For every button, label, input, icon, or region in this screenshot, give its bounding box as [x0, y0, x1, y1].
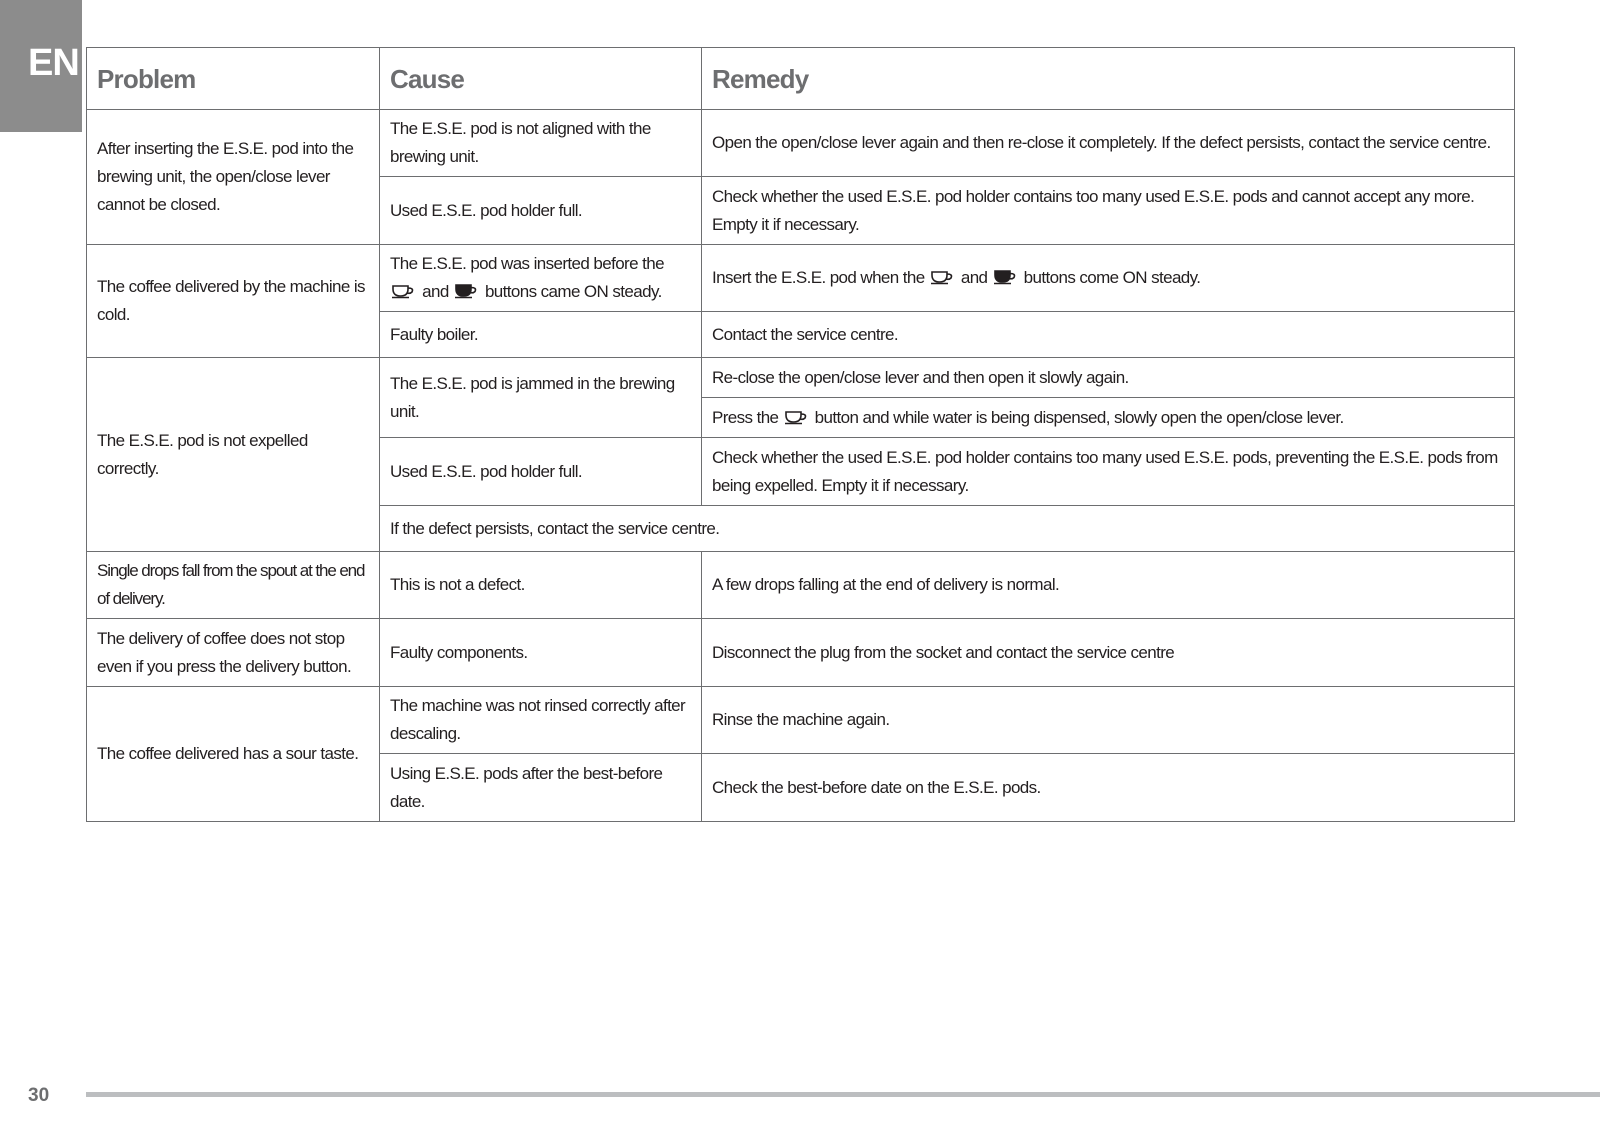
remedy-cell: If the defect persists, contact the service centre.	[380, 506, 1515, 552]
single-cup-icon	[391, 283, 417, 299]
remedy-text: and	[960, 268, 988, 287]
table-row	[87, 619, 1515, 687]
page-number: 30	[28, 1085, 50, 1106]
table-header-row	[87, 48, 1515, 110]
remedy-cell: Check whether the used E.S.E. pod holder contains too many used E.S.E. pods and cannot accept any more. Empty it if necessary.	[702, 177, 1515, 245]
cause-text: buttons came ON steady.	[484, 282, 662, 301]
cause-cell: This is not a defect.	[380, 552, 702, 619]
single-cup-icon	[784, 409, 810, 425]
cause-cell: The machine was not rinsed correctly after descaling.	[380, 687, 702, 754]
cause-cell: Faulty components.	[380, 619, 702, 687]
header-problem: Problem	[87, 48, 380, 110]
cause-cell: Used E.S.E. pod holder full.	[380, 177, 702, 245]
table-row	[87, 358, 1515, 398]
table-row	[87, 110, 1515, 177]
remedy-text: buttons come ON steady.	[1023, 268, 1201, 287]
remedy-text: Insert the E.S.E. pod when the	[712, 268, 925, 287]
remedy-cell: Check whether the used E.S.E. pod holder contains too many used E.S.E. pods, preventing the E.S.E. pods from being expelled. Empty it if necessary.	[702, 438, 1515, 506]
cause-cell: Faulty boiler.	[380, 312, 702, 358]
problem-cell: Single drops fall from the spout at the end of delivery.	[87, 552, 380, 619]
remedy-cell: Check the best-before date on the E.S.E. pods.	[702, 754, 1515, 822]
header-remedy: Remedy	[702, 48, 1515, 110]
remedy-cell	[702, 398, 1515, 438]
double-cup-icon	[454, 283, 480, 299]
remedy-cell: Re-close the open/close lever and then open it slowly again.	[702, 358, 1515, 398]
header-cause: Cause	[380, 48, 702, 110]
cause-text: The E.S.E. pod was inserted before the	[390, 254, 664, 273]
troubleshooting-table	[86, 47, 1515, 822]
problem-cell: The delivery of coffee does not stop even if you press the delivery button.	[87, 619, 380, 687]
cause-text: and	[422, 282, 449, 301]
language-tab: EN	[0, 0, 82, 132]
double-cup-icon	[993, 269, 1019, 285]
problem-cell: The coffee delivered has a sour taste.	[87, 687, 380, 822]
footer-rule	[86, 1092, 1600, 1097]
problem-cell: After inserting the E.S.E. pod into the brewing unit, the open/close lever cannot be closed.	[87, 110, 380, 245]
remedy-cell: Rinse the machine again.	[702, 687, 1515, 754]
table-row	[87, 245, 1515, 312]
remedy-cell: Disconnect the plug from the socket and contact the service centre	[702, 619, 1515, 687]
cause-cell	[380, 245, 702, 312]
remedy-text: Press the	[712, 407, 779, 427]
cause-cell: The E.S.E. pod is jammed in the brewing unit.	[380, 358, 702, 438]
problem-cell: The E.S.E. pod is not expelled correctly.	[87, 358, 380, 552]
remedy-cell: Open the open/close lever again and then re-close it completely. If the defect persists, contact the service centre.	[702, 110, 1515, 177]
table-row	[87, 552, 1515, 619]
remedy-cell: A few drops falling at the end of delivery is normal.	[702, 552, 1515, 619]
cause-cell: Used E.S.E. pod holder full.	[380, 438, 702, 506]
table-row	[87, 687, 1515, 754]
single-cup-icon	[930, 269, 956, 285]
cause-cell: Using E.S.E. pods after the best-before date.	[380, 754, 702, 822]
remedy-cell: Contact the service centre.	[702, 312, 1515, 358]
remedy-cell	[702, 245, 1515, 312]
remedy-text: button and while water is being dispensed, slowly open the open/close lever.	[814, 407, 1344, 427]
problem-cell: The coffee delivered by the machine is cold.	[87, 245, 380, 358]
cause-cell: The E.S.E. pod is not aligned with the brewing unit.	[380, 110, 702, 177]
